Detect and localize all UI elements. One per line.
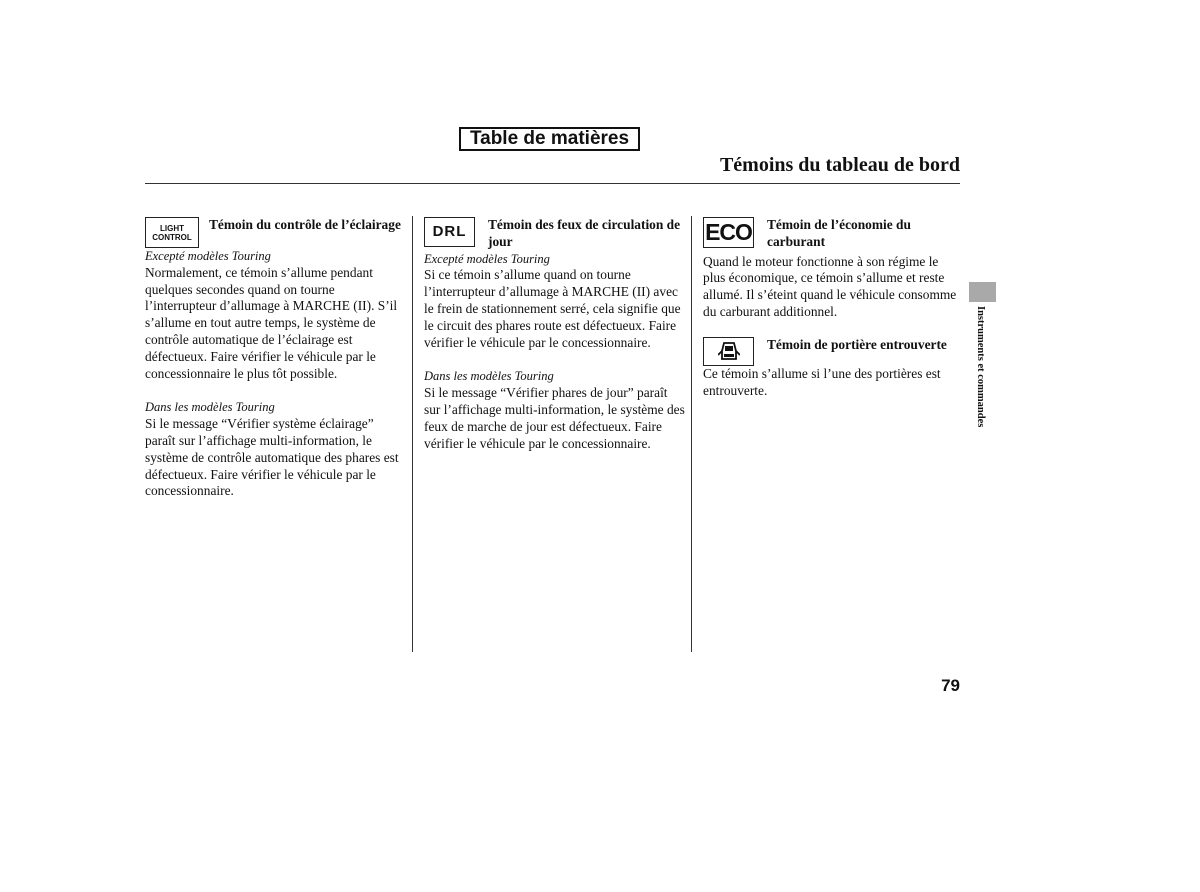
model-variant-label: Excepté modèles Touring xyxy=(145,249,271,263)
column-divider xyxy=(412,216,413,652)
section-header xyxy=(424,217,686,251)
model-variant-label: Dans les modèles Touring xyxy=(424,369,554,384)
model-variant-label: Dans les modèles Touring xyxy=(145,400,275,415)
body-text: Normalement, ce témoin s’allume pendant quelques secondes quand on tourne l’interrupteur d’allumage à MARCHE (II). S’il s’allume en tout autre temps, le système de contrôle automatique de l’éclairage est défectueux. Faire vérifier le véhicule par le concessionnaire le plus tôt possible. xyxy=(145,264,398,381)
icon-label-line: LIGHT xyxy=(160,223,184,233)
table-of-contents-button[interactable]: Table de matières xyxy=(459,127,640,151)
body-text: Si le message “Vérifier phares de jour” paraît sur l’affichage multi-information, le système des feux de marche de jour est défectueux. Faire vérifier le véhicule par le concessionnaire. xyxy=(424,385,685,451)
section-header xyxy=(703,337,963,366)
section-heading: Témoin de portière entrouverte xyxy=(767,336,947,352)
icon-label: DRL xyxy=(432,222,467,240)
body-text: Ce témoin s’allume si l’une des portières est entrouverte. xyxy=(703,365,941,398)
icon-label-line: CONTROL xyxy=(152,232,192,242)
column-divider xyxy=(691,216,692,652)
door-ajar-icon xyxy=(703,337,754,366)
model-variant-label: Excepté modèles Touring xyxy=(424,251,550,266)
eco-icon xyxy=(703,217,754,248)
section-heading: Témoin de l’économie du carburant xyxy=(767,217,911,249)
section-heading: Témoin des feux de circulation de jour xyxy=(488,217,681,249)
light-control-icon xyxy=(145,217,199,248)
section-tab-label: Instruments et commandes xyxy=(975,306,986,428)
door-ajar-glyph xyxy=(718,341,740,361)
icon-label: ECO xyxy=(705,219,752,246)
page-title: Témoins du tableau de bord xyxy=(719,154,960,176)
body-text: Si ce témoin s’allume quand on tourne l’interrupteur d’allumage à MARCHE (II) avec le frein de stationnement serré, cela signifie que le circuit des phares route est défectueux. Faire vérifier le véhicule par le concessionnaire. xyxy=(424,267,681,350)
eco-section xyxy=(703,217,963,399)
light-control-section xyxy=(145,217,407,500)
section-heading: Témoin du contrôle de l’éclairage xyxy=(209,217,401,232)
section-header xyxy=(703,217,963,251)
section-tab xyxy=(969,282,996,302)
body-text: Quand le moteur fonctionne à son régime le plus économique, ce témoin s’allume et reste allumé. Il s’éteint quand le véhicule consomme du carburant additionnel. xyxy=(703,253,957,319)
header-divider xyxy=(145,183,960,184)
page-number: 79 xyxy=(941,676,960,695)
drl-icon xyxy=(424,217,475,247)
section-header xyxy=(145,217,407,248)
drl-section xyxy=(424,217,686,452)
body-text: Si le message “Vérifier système éclairage” paraît sur l’affichage multi-information, le système de contrôle automatique des phares est défectueux. Faire vérifier le véhicule par le concessionnaire. xyxy=(145,416,399,499)
